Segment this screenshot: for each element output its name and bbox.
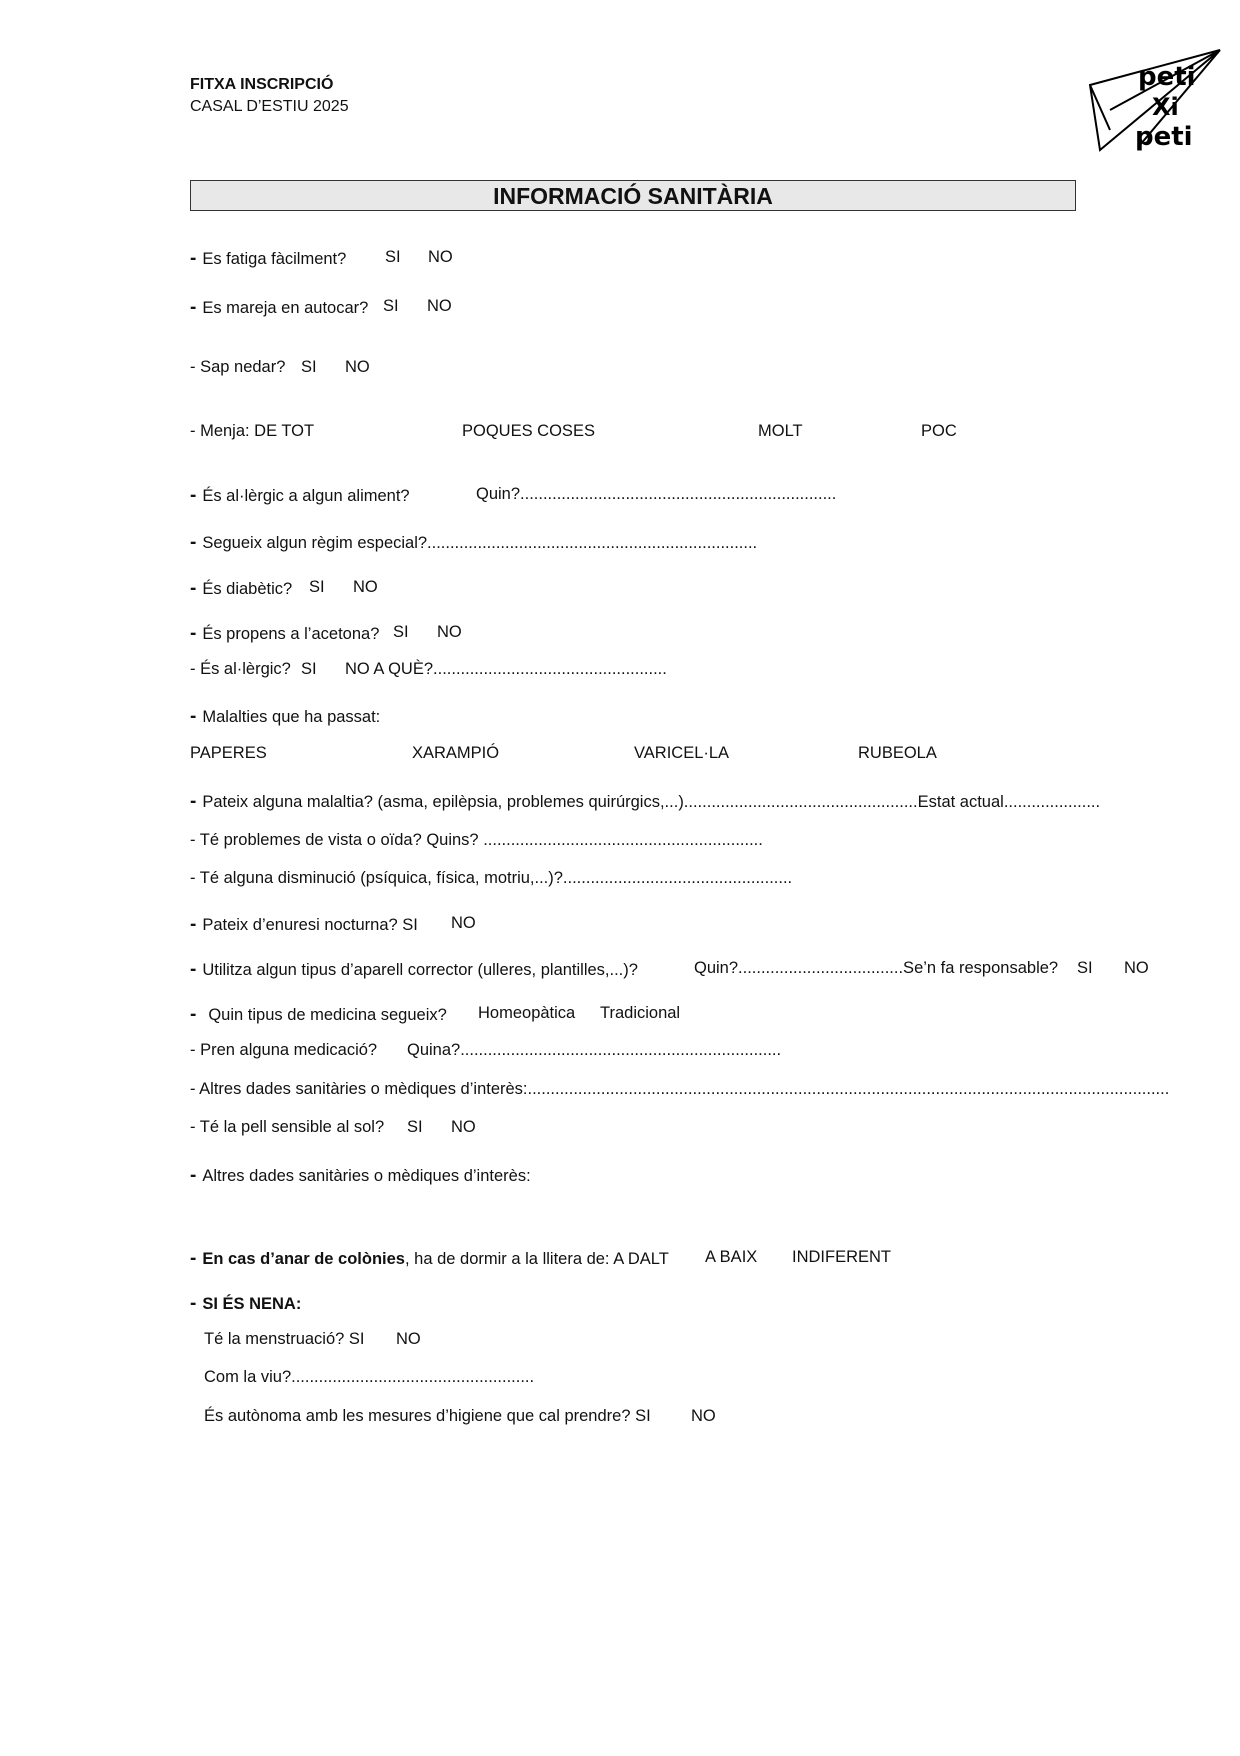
option-molt[interactable]: MOLT xyxy=(758,422,803,440)
option-si[interactable]: SI xyxy=(385,248,401,266)
option-no-a-que[interactable]: NO A QUÈ?................................................... xyxy=(345,660,667,678)
svg-text:peti: peti xyxy=(1138,62,1196,92)
option-si[interactable]: SI xyxy=(393,623,409,641)
q-aparell: - Utilitza algun tipus d’aparell corrector (ulleres, plantilles,...)? Quin?....................................Se’n fa responsable? SI NO xyxy=(190,959,1149,980)
quin-field[interactable]: Quin?..................................................................... xyxy=(476,485,837,503)
q-medicacio: - Pren alguna medicació? Quina?...................................................................... xyxy=(190,1041,782,1059)
q-fatiga: - Es fatiga fàcilment? SI NO xyxy=(190,248,453,269)
peti-i-peti-logo xyxy=(1080,40,1230,160)
q-alergic-aliment: - És al·lèrgic a algun aliment? Quin?..................................................................... xyxy=(190,485,837,506)
option-si[interactable]: SI xyxy=(301,660,317,678)
q-colonies: - En cas d’anar de colònies, ha de dormir a la llitera de: A DALT A BAIX INDIFERENT xyxy=(190,1248,891,1269)
q-nedar: - Sap nedar? SI NO xyxy=(190,358,370,376)
q-menstruacio: Té la menstruació? SI NO xyxy=(204,1330,421,1348)
svg-text:peti: peti xyxy=(1135,122,1193,152)
q-alergic: - És al·lèrgic? SI NO A QUÈ?................................................... xyxy=(190,660,667,678)
quina-field[interactable]: Quina?...................................................................... xyxy=(407,1041,782,1059)
option-no[interactable]: NO xyxy=(437,623,462,641)
option-indiferent[interactable]: INDIFERENT xyxy=(792,1248,891,1266)
q-com-la-viu[interactable]: Com la viu?..................................................... xyxy=(204,1368,535,1386)
option-no[interactable]: NO xyxy=(451,1118,476,1136)
option-varicel-la[interactable]: VARICEL·LA xyxy=(634,744,730,762)
option-tradicional[interactable]: Tradicional xyxy=(600,1004,681,1022)
q-altres-1[interactable]: - Altres dades sanitàries o mèdiques d’interès:............................................................................................................................................ xyxy=(190,1080,1170,1098)
option-a-baix[interactable]: A BAIX xyxy=(705,1248,758,1266)
option-si[interactable]: SI xyxy=(301,358,317,376)
q-mareja: - Es mareja en autocar? SI NO xyxy=(190,297,452,318)
option-homeopatica[interactable]: Homeopàtica xyxy=(478,1004,576,1022)
option-paperes[interactable]: PAPERES xyxy=(190,744,267,762)
option-poques-coses[interactable]: POQUES COSES xyxy=(462,422,595,440)
option-no[interactable]: NO xyxy=(1124,959,1149,977)
svg-text:Xi: Xi xyxy=(1152,93,1179,121)
option-no[interactable]: NO xyxy=(353,578,378,596)
q-higiene: És autònoma amb les mesures d’higiene que cal prendre? SI NO xyxy=(204,1407,716,1425)
q-disminucio[interactable]: - Té alguna disminució (psíquica, física, motriu,...)?.................................................. xyxy=(190,869,793,887)
option-no[interactable]: NO xyxy=(427,297,452,315)
q-enuresi: - Pateix d’enuresi nocturna? SI NO xyxy=(190,914,476,935)
q-malalties: - Malalties que ha passat: xyxy=(190,706,381,727)
option-no[interactable]: NO xyxy=(451,914,476,932)
option-si[interactable]: SI xyxy=(1077,959,1093,977)
q-nena: - SI ÉS NENA: xyxy=(190,1293,302,1314)
form-subtitle: CASAL D’ESTIU 2025 xyxy=(190,98,349,115)
quin-field[interactable]: Quin?....................................Se’n fa responsable? xyxy=(694,959,1059,977)
option-poc[interactable]: POC xyxy=(921,422,957,440)
q-altres-2: - Altres dades sanitàries o mèdiques d’interès: xyxy=(190,1165,531,1186)
q-menja: - Menja: DE TOT POQUES COSES MOLT POC xyxy=(190,422,957,440)
malalties-options xyxy=(190,744,937,763)
option-si[interactable]: SI xyxy=(383,297,399,315)
q-pateix-malaltia: - Pateix alguna malaltia? (asma, epilèpsia, problemes quirúrgics,...)...................................................Estat actual..................... xyxy=(190,791,1101,812)
section-title: INFORMACIÓ SANITÀRIA xyxy=(190,180,1076,211)
option-si[interactable]: SI xyxy=(407,1118,423,1136)
option-rubeola[interactable]: RUBEOLA xyxy=(858,744,937,762)
q-regim: - Segueix algun règim especial?........................................................................ xyxy=(190,532,758,553)
q-vista[interactable]: - Té problemes de vista o oïda? Quins? ............................................................. xyxy=(190,831,763,849)
q-acetona: - És propens a l’acetona? SI NO xyxy=(190,623,462,644)
option-no[interactable]: NO xyxy=(428,248,453,266)
option-no[interactable]: NO xyxy=(691,1407,716,1425)
q-pell: - Té la pell sensible al sol? SI NO xyxy=(190,1118,476,1136)
option-no[interactable]: NO xyxy=(345,358,370,376)
form-title: FITXA INSCRIPCIÓ xyxy=(190,76,334,93)
q-medicina: - Quin tipus de medicina segueix? Homeopàtica Tradicional xyxy=(190,1004,681,1025)
option-xarampio[interactable]: XARAMPIÓ xyxy=(412,744,500,762)
malaltia-field[interactable]: Pateix alguna malaltia? (asma, epilèpsia, problemes quirúrgics,...)...................................................Estat actual..................... xyxy=(202,793,1101,811)
option-no[interactable]: NO xyxy=(396,1330,421,1348)
q-diabetic: - És diabètic? SI NO xyxy=(190,578,378,599)
option-si[interactable]: SI xyxy=(309,578,325,596)
regim-field[interactable]: Segueix algun règim especial?........................................................................ xyxy=(202,534,758,552)
